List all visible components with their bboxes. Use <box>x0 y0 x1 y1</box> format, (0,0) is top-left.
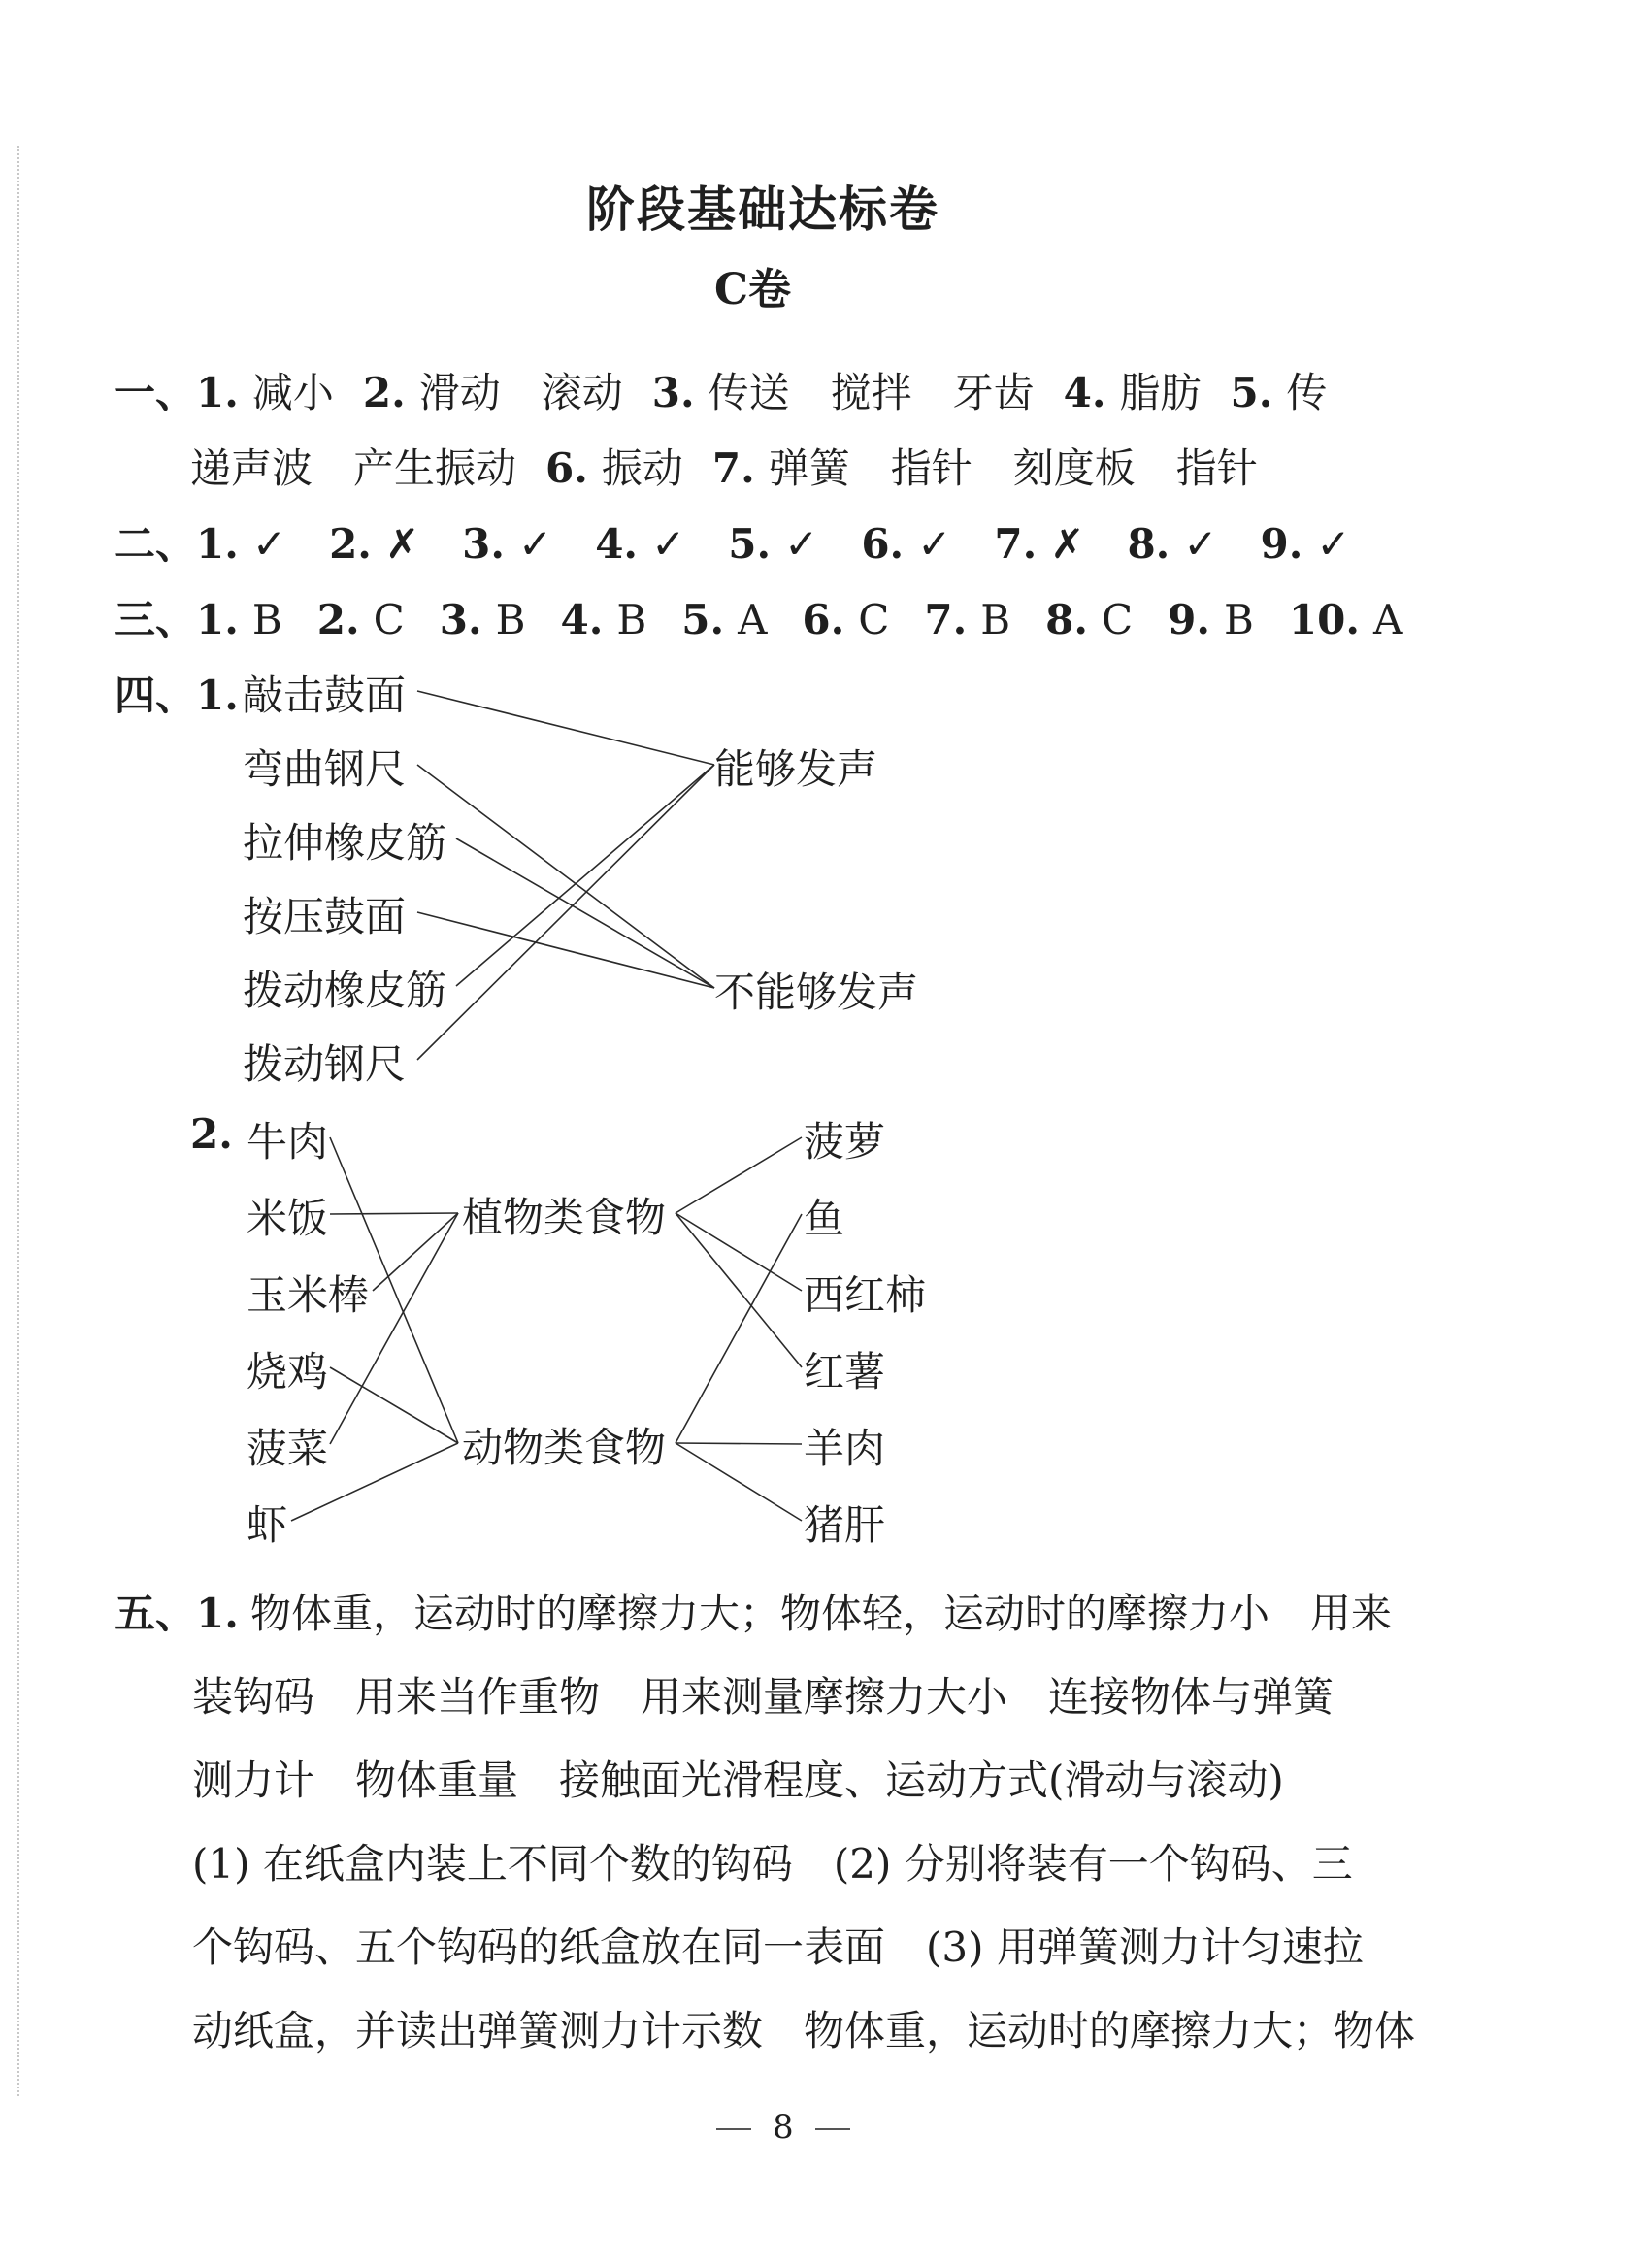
answer-text: ✗ <box>1050 520 1085 568</box>
connector-line <box>417 912 714 988</box>
food-left-item: 虾 <box>247 1501 288 1549</box>
connector-line <box>330 1367 458 1443</box>
connector-line <box>456 838 714 988</box>
question-number: 1. <box>196 672 239 719</box>
answer-text: ✓ <box>1183 520 1218 568</box>
question-number: 6. <box>861 520 905 568</box>
connector-line <box>676 1443 802 1521</box>
question-number: 6. <box>802 596 845 643</box>
question-number: 2. <box>329 520 372 568</box>
question-number: 7. <box>924 596 968 643</box>
question-number: 1. <box>196 520 239 568</box>
food-right-item: 猪肝 <box>804 1501 886 1549</box>
question-number: 1. <box>196 596 239 643</box>
question-number: 7. <box>711 444 755 492</box>
connector-line <box>676 1137 802 1213</box>
food-left-item: 玉米棒 <box>247 1271 370 1319</box>
match-left-item: 按压鼓面 <box>243 893 407 940</box>
food-right-item: 西红柿 <box>804 1271 927 1319</box>
match-left-item: 拨动钢尺 <box>243 1040 407 1088</box>
question-number: 8. <box>1127 520 1170 568</box>
section-4-q2-number: 2. <box>190 1110 233 1158</box>
answer-paragraph-line: 装钩码 用来当作重物 用来测量摩擦力大小 连接物体与弹簧 <box>192 1673 1335 1721</box>
answer-text: ✓ <box>651 520 686 568</box>
question-number: 7. <box>994 520 1038 568</box>
food-category: 动物类食物 <box>462 1424 667 1471</box>
question-number: 10. <box>1288 596 1360 643</box>
question-number: 9. <box>1260 520 1303 568</box>
answer-text: C <box>373 596 405 643</box>
question-number: 2. <box>316 596 360 643</box>
question-number: 5. <box>728 520 772 568</box>
answer-text: ✓ <box>784 520 819 568</box>
answer-text: B <box>980 596 1011 643</box>
food-right-item: 红薯 <box>804 1348 886 1396</box>
connector-line <box>676 1213 802 1291</box>
question-number: 3. <box>462 520 505 568</box>
answer-text: C <box>858 596 890 643</box>
answer-text: A <box>738 596 768 643</box>
question-number: 4. <box>1063 369 1106 416</box>
match-right-item: 不能够发声 <box>714 969 919 1016</box>
connector-line <box>676 1213 802 1367</box>
answer-paragraph-line: 个钩码、五个钩码的纸盒放在同一表面 (3) 用弹簧测力计匀速拉 <box>192 1923 1364 1971</box>
connector-line <box>676 1443 802 1444</box>
answer-paragraph-line: 测力计 物体重量 接触面光滑程度、运动方式(滑动与滚动) <box>192 1757 1284 1804</box>
food-category: 植物类食物 <box>462 1194 667 1241</box>
food-left-item: 米饭 <box>247 1195 329 1242</box>
answer-text: B <box>251 596 282 643</box>
answer-text: C <box>1102 596 1134 643</box>
section-5-header <box>115 1582 239 1640</box>
answer-text: 滑动 滚动 <box>418 369 623 416</box>
match-left-item: 拉伸橡皮筋 <box>243 819 447 867</box>
answer-text: B <box>1224 596 1254 643</box>
question-number: 5. <box>681 596 725 643</box>
connector-line <box>330 1213 458 1214</box>
match-right-item: 能够发声 <box>714 745 878 793</box>
question-number: 3. <box>651 369 695 416</box>
connector-line <box>291 1443 458 1521</box>
question-number: 5. <box>1230 369 1273 416</box>
section-label: 一、 <box>115 369 197 416</box>
page-subtitle: C卷 <box>714 265 792 314</box>
question-number: 4. <box>595 520 639 568</box>
answer-text: ✗ <box>384 520 420 568</box>
connector-line <box>676 1214 802 1443</box>
answer-text: ✓ <box>1316 520 1351 568</box>
connector-line <box>417 765 714 1060</box>
answer-text: B <box>616 596 647 643</box>
answer-text: A <box>1372 596 1403 643</box>
answer-text: ✓ <box>518 520 553 568</box>
food-left-item: 烧鸡 <box>247 1348 329 1396</box>
food-left-item: 牛肉 <box>247 1118 329 1166</box>
section-label: 三、 <box>115 596 197 643</box>
food-right-item: 菠萝 <box>804 1118 886 1166</box>
match-left-item: 弯曲钢尺 <box>243 745 407 793</box>
question-number: 9. <box>1168 596 1211 643</box>
question-number: 3. <box>439 596 482 643</box>
answer-text: ✓ <box>251 520 287 568</box>
food-right-item: 鱼 <box>804 1195 845 1242</box>
answer-text: 传送 搅拌 牙齿 <box>708 369 1035 416</box>
connector-line <box>330 1213 458 1444</box>
answer-text: 振动 <box>601 444 683 492</box>
answer-text: 递声波 产生振动 <box>190 444 517 492</box>
match-left-item: 拨动橡皮筋 <box>243 967 447 1014</box>
connector-line <box>456 765 714 986</box>
connector-line <box>417 691 714 765</box>
question-number: 1. <box>196 1590 239 1637</box>
answer-text: B <box>495 596 526 643</box>
page-title: 阶段基础达标卷 <box>586 181 939 238</box>
question-number: 6. <box>545 444 588 492</box>
connector-line <box>373 1213 458 1291</box>
section-label: 四、 <box>115 672 197 719</box>
question-number: 8. <box>1045 596 1089 643</box>
question-number: 1. <box>196 369 239 416</box>
section-label: 二、 <box>115 520 197 568</box>
question-number: 4. <box>560 596 604 643</box>
food-left-item: 菠菜 <box>247 1425 329 1472</box>
answer-paragraph-line: 物体重，运动时的摩擦力大；物体轻，运动时的摩擦力小 用来 <box>250 1590 1393 1637</box>
page-number: 8 <box>695 2108 872 2147</box>
connector-line <box>330 1137 458 1443</box>
section-label: 五、 <box>115 1590 197 1637</box>
answer-text: 脂肪 <box>1119 369 1202 416</box>
answer-text: ✓ <box>917 520 952 568</box>
answer-paragraph-line: 动纸盒，并读出弹簧测力计示数 物体重，运动时的摩擦力大；物体 <box>192 2007 1416 2054</box>
answer-text: 减小 <box>251 369 334 416</box>
match-left-item: 敲击鼓面 <box>243 672 407 719</box>
answer-paragraph-line: (1) 在纸盒内装上不同个数的钩码 (2) 分别将装有一个钩码、三 <box>192 1840 1353 1888</box>
connector-line <box>417 765 714 988</box>
food-right-item: 羊肉 <box>804 1425 886 1472</box>
answer-text: 弹簧 指针 刻度板 指针 <box>768 444 1258 492</box>
answer-text: 传 <box>1286 369 1328 416</box>
question-number: 2. <box>362 369 406 416</box>
